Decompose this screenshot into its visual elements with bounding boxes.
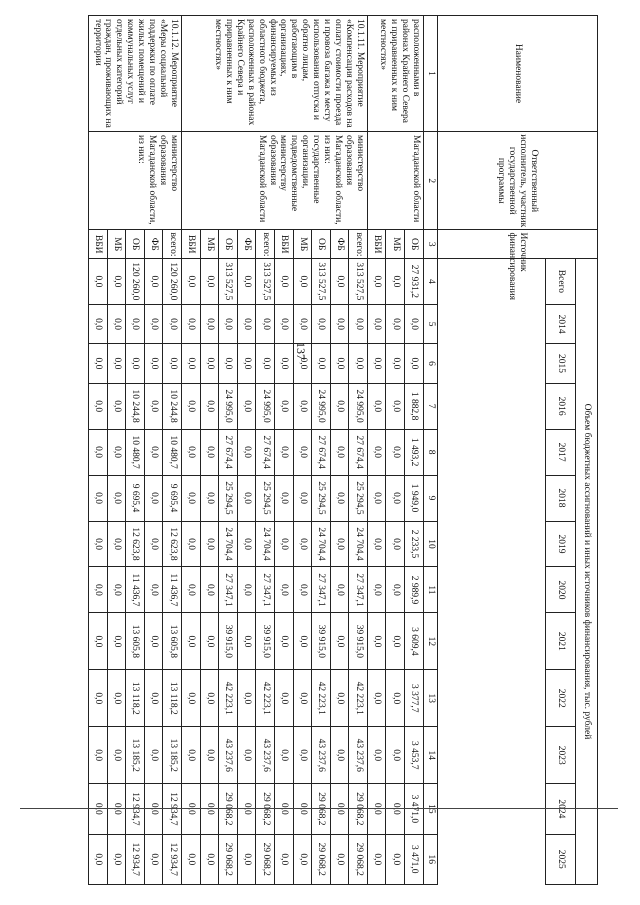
- header-index-cell: 9: [423, 475, 437, 521]
- value-cell: 0,0: [367, 258, 386, 304]
- value-cell: 0,0: [107, 475, 126, 521]
- value-cell: 0,0: [293, 727, 312, 784]
- value-cell: 0,0: [293, 258, 312, 304]
- value-cell: 13 118,2: [126, 670, 145, 727]
- header-year-3: 2016: [546, 383, 576, 429]
- value-cell: 39 915,0: [219, 613, 238, 670]
- value-cell: 24 704,4: [349, 521, 368, 567]
- header-index-cell: 3: [423, 230, 437, 258]
- value-cell: 3 453,7: [405, 727, 424, 784]
- value-cell: 0,0: [237, 567, 256, 613]
- page-number: 137: [294, 342, 308, 360]
- value-cell: 0,0: [89, 521, 108, 567]
- header-index-cell: 12: [423, 613, 437, 670]
- value-cell: 313 527,5: [349, 258, 368, 304]
- value-cell: 0,0: [330, 383, 349, 429]
- value-cell: 0,0: [181, 727, 200, 784]
- value-cell: 0,0: [200, 383, 219, 429]
- value-cell: 0,0: [293, 521, 312, 567]
- header-index-row: [423, 16, 437, 885]
- value-cell: 0,0: [274, 670, 293, 727]
- value-cell: 9 695,4: [126, 475, 145, 521]
- value-cell: 0,0: [293, 475, 312, 521]
- header-index-cell: 5: [423, 304, 437, 343]
- value-cell: 0,0: [330, 727, 349, 784]
- value-cell: 24 704,4: [312, 521, 331, 567]
- row-source: ВБИ: [89, 230, 108, 258]
- value-cell: 0,0: [386, 834, 405, 885]
- row-executor: Магаданской области: [367, 132, 423, 230]
- value-cell: 0,0: [107, 521, 126, 567]
- header-year-6: 2019: [546, 521, 576, 567]
- table-row: [349, 16, 368, 885]
- value-cell: 0,0: [181, 521, 200, 567]
- value-cell: 27 347,1: [256, 567, 275, 613]
- header-index-cell: 6: [423, 344, 437, 383]
- value-cell: 0,0: [107, 613, 126, 670]
- header-index-cell: 13: [423, 670, 437, 727]
- value-cell: 0,0: [386, 304, 405, 343]
- header-name: Наименование: [437, 16, 597, 132]
- value-cell: 24 995,0: [312, 383, 331, 429]
- row-source: МБ: [107, 230, 126, 258]
- value-cell: 0,0: [89, 344, 108, 383]
- value-cell: 27 347,1: [349, 567, 368, 613]
- value-cell: 0,0: [256, 304, 275, 343]
- value-cell: 0,0: [237, 613, 256, 670]
- value-cell: 27 674,4: [219, 429, 238, 475]
- row-source: ФБ: [330, 230, 349, 258]
- value-cell: 0,0: [181, 344, 200, 383]
- value-cell: 0,0: [274, 304, 293, 343]
- row-source: ОБ: [126, 230, 145, 258]
- value-cell: 0,0: [386, 521, 405, 567]
- value-cell: 0,0: [312, 344, 331, 383]
- value-cell: 0,0: [274, 613, 293, 670]
- value-cell: 27 347,1: [312, 567, 331, 613]
- value-cell: 12 934,7: [163, 834, 182, 885]
- row-source: ОБ: [312, 230, 331, 258]
- row-source: всего:: [256, 230, 275, 258]
- header-index-cell: 16: [423, 834, 437, 885]
- header-year-10: 2023: [546, 727, 576, 784]
- value-cell: 2 233,5: [405, 521, 424, 567]
- value-cell: 0,0: [237, 304, 256, 343]
- value-cell: 0,0: [181, 567, 200, 613]
- value-cell: 0,0: [274, 521, 293, 567]
- value-cell: 0,0: [330, 521, 349, 567]
- header-year-12: 2025: [546, 834, 576, 885]
- row-source: МБ: [386, 230, 405, 258]
- header-executor: Ответственный исполнитель, участник государственной программы: [437, 132, 597, 230]
- value-cell: 0,0: [274, 727, 293, 784]
- value-cell: 2 989,9: [405, 567, 424, 613]
- value-cell: 0,0: [349, 344, 368, 383]
- value-cell: 0,0: [144, 670, 163, 727]
- header-year-2: 2015: [546, 344, 576, 383]
- value-cell: 0,0: [107, 258, 126, 304]
- row-source: МБ: [293, 230, 312, 258]
- value-cell: 0,0: [386, 383, 405, 429]
- value-cell: 43 237,6: [219, 727, 238, 784]
- value-cell: 0,0: [386, 567, 405, 613]
- value-cell: 11 436,7: [163, 567, 182, 613]
- value-cell: 0,0: [200, 567, 219, 613]
- header-index-cell: 7: [423, 383, 437, 429]
- value-cell: 0,0: [200, 613, 219, 670]
- value-cell: 0,0: [293, 344, 312, 383]
- value-cell: 313 527,5: [256, 258, 275, 304]
- value-cell: 0,0: [107, 727, 126, 784]
- row-source: ОБ: [219, 230, 238, 258]
- value-cell: 29 068,2: [312, 834, 331, 885]
- value-cell: 0,0: [237, 670, 256, 727]
- value-cell: 0,0: [293, 670, 312, 727]
- value-cell: 24 995,0: [349, 383, 368, 429]
- value-cell: 120 260,0: [126, 258, 145, 304]
- header-index-cell: 11: [423, 567, 437, 613]
- value-cell: 0,0: [89, 429, 108, 475]
- scan-bottom-rule: [20, 808, 618, 809]
- funding-table: [88, 15, 598, 885]
- value-cell: 25 294,5: [349, 475, 368, 521]
- value-cell: 0,0: [367, 429, 386, 475]
- value-cell: 0,0: [144, 304, 163, 343]
- value-cell: 0,0: [181, 670, 200, 727]
- value-cell: 24 995,0: [219, 383, 238, 429]
- value-cell: 0,0: [256, 344, 275, 383]
- value-cell: 0,0: [144, 521, 163, 567]
- value-cell: 0,0: [349, 304, 368, 343]
- value-cell: 0,0: [237, 727, 256, 784]
- value-cell: 39 915,0: [312, 613, 331, 670]
- header-index-cell: 8: [423, 429, 437, 475]
- value-cell: 42 223,1: [256, 670, 275, 727]
- value-cell: 0,0: [144, 475, 163, 521]
- value-cell: 42 223,1: [349, 670, 368, 727]
- row-name: расположенными в районах Крайнего Севера и приравненных к ним местностях»: [367, 16, 423, 132]
- value-cell: 0,0: [181, 429, 200, 475]
- value-cell: 25 294,5: [219, 475, 238, 521]
- value-cell: 0,0: [274, 344, 293, 383]
- value-cell: 3 377,7: [405, 670, 424, 727]
- value-cell: 0,0: [144, 429, 163, 475]
- row-source: всего:: [163, 230, 182, 258]
- value-cell: 0,0: [163, 344, 182, 383]
- header-year-5: 2018: [546, 475, 576, 521]
- value-cell: 0,0: [312, 304, 331, 343]
- value-cell: 27 674,4: [256, 429, 275, 475]
- value-cell: 0,0: [237, 475, 256, 521]
- value-cell: 0,0: [200, 429, 219, 475]
- value-cell: 29 068,2: [256, 834, 275, 885]
- value-cell: 0,0: [293, 429, 312, 475]
- value-cell: 0,0: [107, 567, 126, 613]
- value-cell: 0,0: [144, 383, 163, 429]
- value-cell: 0,0: [274, 834, 293, 885]
- value-cell: 0,0: [89, 383, 108, 429]
- value-cell: 24 704,4: [256, 521, 275, 567]
- value-cell: 0,0: [200, 834, 219, 885]
- value-cell: 25 294,5: [312, 475, 331, 521]
- header-year-4: 2017: [546, 429, 576, 475]
- value-cell: 0,0: [107, 304, 126, 343]
- value-cell: 0,0: [89, 613, 108, 670]
- value-cell: 0,0: [219, 304, 238, 343]
- value-cell: 0,0: [330, 475, 349, 521]
- value-cell: 0,0: [89, 258, 108, 304]
- value-cell: 0,0: [367, 344, 386, 383]
- value-cell: 0,0: [405, 304, 424, 343]
- value-cell: 0,0: [330, 834, 349, 885]
- table-body: [89, 16, 598, 885]
- value-cell: 0,0: [367, 521, 386, 567]
- value-cell: 29 068,2: [349, 834, 368, 885]
- value-cell: 0,0: [293, 383, 312, 429]
- value-cell: 29 068,2: [219, 834, 238, 885]
- value-cell: 0,0: [200, 727, 219, 784]
- row-source: ВБИ: [181, 230, 200, 258]
- row-source: ФБ: [237, 230, 256, 258]
- value-cell: 0,0: [107, 670, 126, 727]
- value-cell: 0,0: [89, 475, 108, 521]
- value-cell: 0,0: [237, 521, 256, 567]
- value-cell: 0,0: [293, 613, 312, 670]
- header-year-9: 2022: [546, 670, 576, 727]
- value-cell: 24 704,4: [219, 521, 238, 567]
- value-cell: 0,0: [237, 383, 256, 429]
- value-cell: 0,0: [126, 304, 145, 343]
- value-cell: 12 934,7: [126, 834, 145, 885]
- value-cell: 0,0: [107, 429, 126, 475]
- value-cell: 0,0: [200, 521, 219, 567]
- value-cell: 0,0: [386, 258, 405, 304]
- value-cell: 0,0: [181, 834, 200, 885]
- value-cell: 0,0: [367, 567, 386, 613]
- value-cell: 0,0: [386, 670, 405, 727]
- value-cell: 0,0: [200, 475, 219, 521]
- value-cell: 0,0: [274, 475, 293, 521]
- value-cell: 0,0: [237, 834, 256, 885]
- value-cell: 0,0: [293, 834, 312, 885]
- row-source: ВБИ: [274, 230, 293, 258]
- header-index-cell: 14: [423, 727, 437, 784]
- row-executor: министерство образования Магаданской области, из них: государственные организации, подведомственные министерству образования Магаданской области: [181, 132, 367, 230]
- value-cell: 0,0: [200, 258, 219, 304]
- value-cell: 39 915,0: [256, 613, 275, 670]
- value-cell: 0,0: [386, 613, 405, 670]
- header-year-7: 2020: [546, 567, 576, 613]
- value-cell: 0,0: [367, 304, 386, 343]
- value-cell: 13 185,2: [163, 727, 182, 784]
- value-cell: 0,0: [330, 258, 349, 304]
- value-cell: 1 493,2: [405, 429, 424, 475]
- value-cell: 0,0: [181, 304, 200, 343]
- value-cell: 0,0: [181, 475, 200, 521]
- table-row: [163, 16, 182, 885]
- row-source: всего:: [349, 230, 368, 258]
- value-cell: 0,0: [107, 344, 126, 383]
- value-cell: 0,0: [386, 429, 405, 475]
- row-source: МБ: [200, 230, 219, 258]
- value-cell: 0,0: [181, 613, 200, 670]
- value-cell: 0,0: [237, 344, 256, 383]
- value-cell: 0,0: [330, 613, 349, 670]
- value-cell: 0,0: [330, 429, 349, 475]
- header-index-cell: 2: [423, 132, 437, 230]
- value-cell: 0,0: [330, 344, 349, 383]
- value-cell: 0,0: [367, 475, 386, 521]
- value-cell: 43 237,6: [256, 727, 275, 784]
- value-cell: 42 223,1: [219, 670, 238, 727]
- value-cell: 1 949,0: [405, 475, 424, 521]
- value-cell: 13 185,2: [126, 727, 145, 784]
- value-cell: 13 605,8: [126, 613, 145, 670]
- row-name: 10.1.11. Мероприятие «Компенсация расходов на оплату стоимости проезда и провоза багажа к месту использования отпуска и обратно лицам, работающим в организациях, финансируемых из областного бюджета, расположенных в районах Крайнего Севера и приравненных к ним местностях»: [181, 16, 367, 132]
- row-name: 10.1.12. Мероприятие «Меры социальной поддержки по оплате жилых помещений и коммунальных услуг отдельных категорий граждан, проживающих на территории: [89, 16, 182, 132]
- header-index-cell: 10: [423, 521, 437, 567]
- value-cell: 11 436,7: [126, 567, 145, 613]
- value-cell: 42 223,1: [312, 670, 331, 727]
- value-cell: 0,0: [237, 258, 256, 304]
- value-cell: 0,0: [144, 727, 163, 784]
- value-cell: 27 674,4: [312, 429, 331, 475]
- header-year-0: Всего: [546, 258, 576, 304]
- row-source: ФБ: [144, 230, 163, 258]
- value-cell: 0,0: [367, 834, 386, 885]
- value-cell: 0,0: [219, 344, 238, 383]
- value-cell: 0,0: [274, 383, 293, 429]
- value-cell: 3 609,4: [405, 613, 424, 670]
- value-cell: 1 882,8: [405, 383, 424, 429]
- value-cell: 0,0: [293, 304, 312, 343]
- value-cell: 12 623,8: [126, 521, 145, 567]
- value-cell: 3 471,0: [405, 834, 424, 885]
- value-cell: 0,0: [89, 304, 108, 343]
- value-cell: 0,0: [274, 429, 293, 475]
- value-cell: 0,0: [144, 344, 163, 383]
- value-cell: 0,0: [200, 670, 219, 727]
- table-row: [405, 16, 424, 885]
- row-source: ОБ: [405, 230, 424, 258]
- value-cell: 0,0: [405, 344, 424, 383]
- value-cell: 0,0: [163, 304, 182, 343]
- value-cell: 10 244,8: [126, 383, 145, 429]
- value-cell: 0,0: [330, 567, 349, 613]
- value-cell: 0,0: [274, 258, 293, 304]
- header-year-8: 2021: [546, 613, 576, 670]
- value-cell: 0,0: [200, 304, 219, 343]
- value-cell: 0,0: [386, 727, 405, 784]
- value-cell: 0,0: [237, 429, 256, 475]
- value-cell: 25 294,5: [256, 475, 275, 521]
- row-executor: министерство образования Магаданской области, из них:: [89, 132, 182, 230]
- value-cell: 27 347,1: [219, 567, 238, 613]
- value-cell: 0,0: [330, 670, 349, 727]
- value-cell: 0,0: [367, 383, 386, 429]
- header-year-1: 2014: [546, 304, 576, 343]
- value-cell: 0,0: [367, 670, 386, 727]
- row-source: ВБИ: [367, 230, 386, 258]
- value-cell: 43 237,6: [349, 727, 368, 784]
- value-cell: 10 480,7: [163, 429, 182, 475]
- value-cell: 0,0: [89, 567, 108, 613]
- value-cell: 10 244,8: [163, 383, 182, 429]
- value-cell: 0,0: [89, 834, 108, 885]
- value-cell: 0,0: [144, 834, 163, 885]
- value-cell: 0,0: [181, 383, 200, 429]
- value-cell: 13 118,2: [163, 670, 182, 727]
- value-cell: 24 995,0: [256, 383, 275, 429]
- value-cell: 0,0: [89, 670, 108, 727]
- value-cell: 0,0: [107, 834, 126, 885]
- value-cell: 10 480,7: [126, 429, 145, 475]
- value-cell: 0,0: [144, 567, 163, 613]
- value-cell: 0,0: [386, 475, 405, 521]
- value-cell: 0,0: [386, 344, 405, 383]
- value-cell: 0,0: [367, 613, 386, 670]
- header-index-cell: 1: [423, 16, 437, 132]
- value-cell: 0,0: [144, 613, 163, 670]
- value-cell: 27 674,4: [349, 429, 368, 475]
- value-cell: 12 623,8: [163, 521, 182, 567]
- value-cell: 0,0: [144, 258, 163, 304]
- value-cell: 39 915,0: [349, 613, 368, 670]
- value-cell: 313 527,5: [312, 258, 331, 304]
- value-cell: 120 260,0: [163, 258, 182, 304]
- value-cell: 43 237,6: [312, 727, 331, 784]
- value-cell: 0,0: [274, 567, 293, 613]
- value-cell: 9 695,4: [163, 475, 182, 521]
- value-cell: 0,0: [367, 727, 386, 784]
- value-cell: 0,0: [126, 344, 145, 383]
- value-cell: 313 527,5: [219, 258, 238, 304]
- value-cell: 0,0: [293, 567, 312, 613]
- value-cell: 0,0: [200, 344, 219, 383]
- value-cell: 27 931,2: [405, 258, 424, 304]
- header-index-cell: 4: [423, 258, 437, 304]
- value-cell: 13 605,8: [163, 613, 182, 670]
- rotated-table-wrapper: [88, 15, 598, 885]
- value-cell: 0,0: [107, 383, 126, 429]
- value-cell: 0,0: [330, 304, 349, 343]
- header-funding-title: Объем бюджетных ассигнований и иных источников финансирования, тыс. рублей: [576, 258, 598, 884]
- value-cell: 0,0: [89, 727, 108, 784]
- header-source: Источник финансирования: [437, 230, 597, 258]
- value-cell: 0,0: [181, 258, 200, 304]
